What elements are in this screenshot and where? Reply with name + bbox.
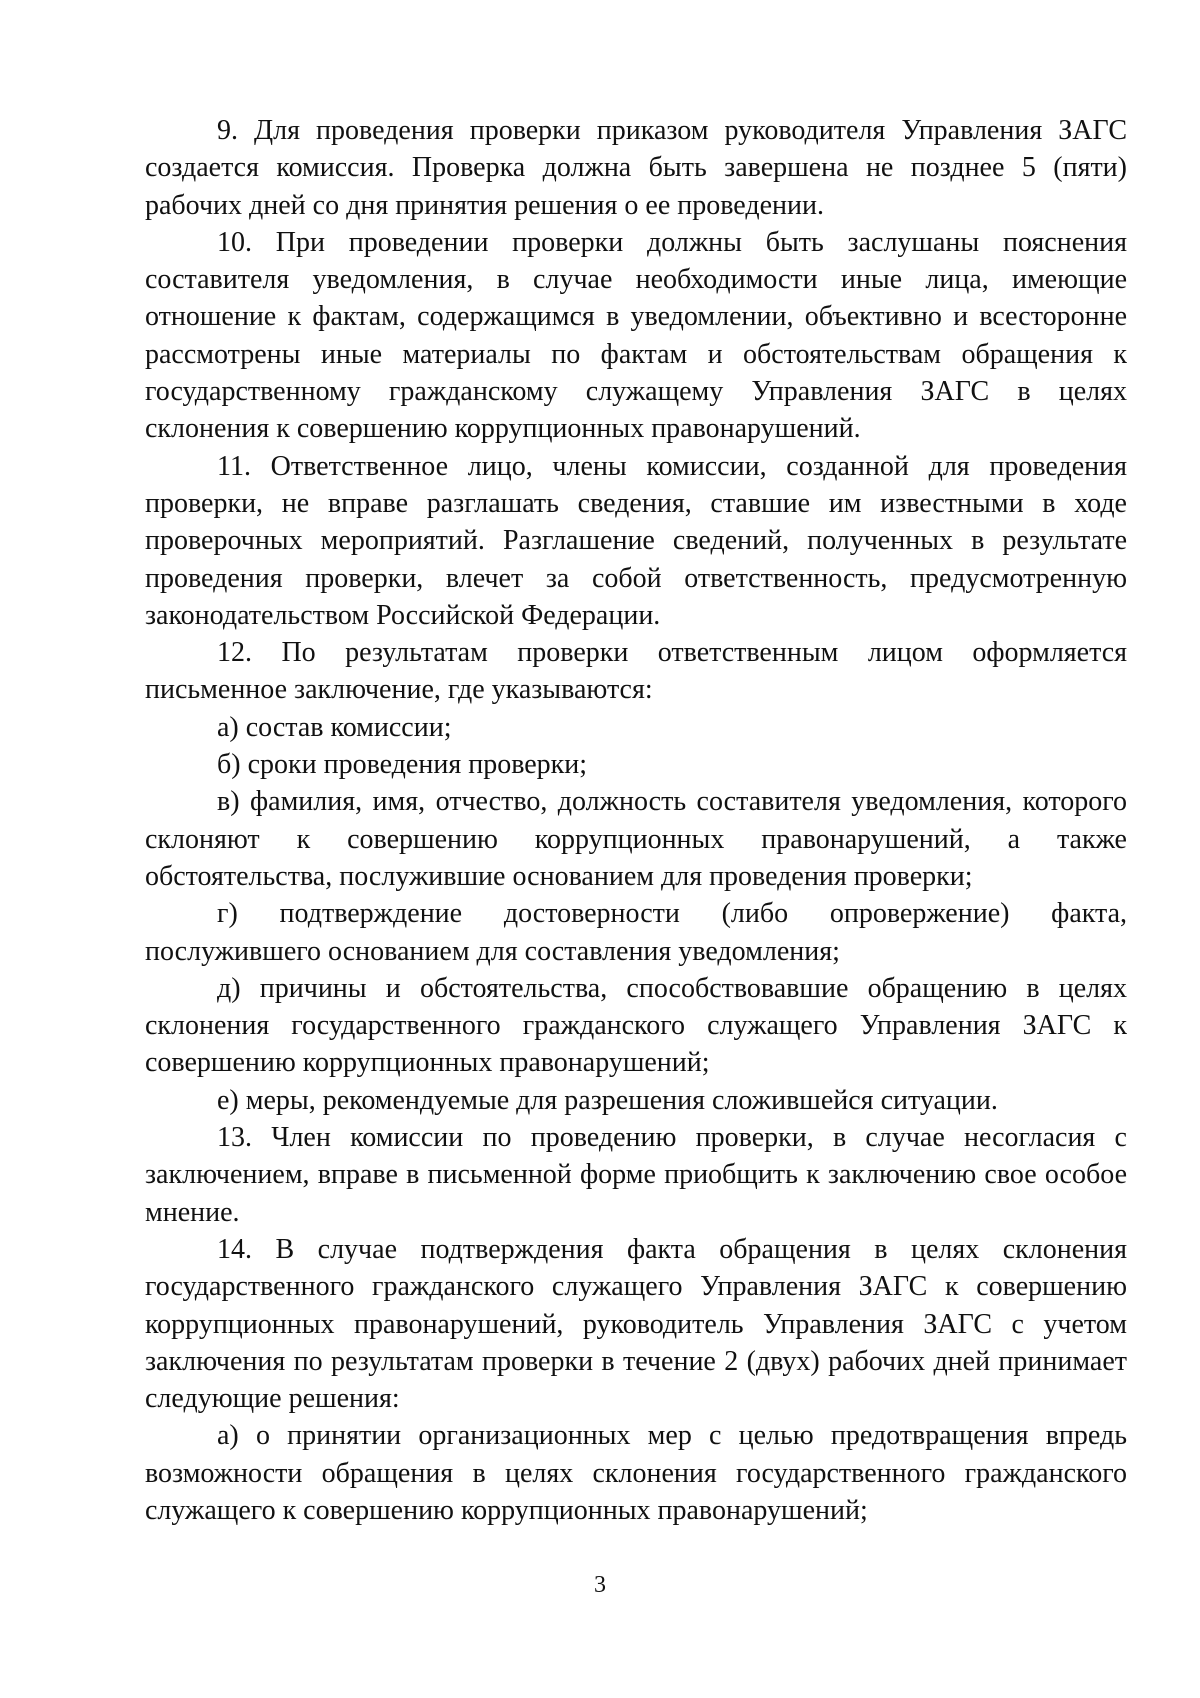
paragraph-14: 14. В случае подтверждения факта обращения в целях склонения государственного гражданского служащего Управления ЗАГС к совершению коррупционных правонарушений, руководитель Управления ЗАГС с учетом заключения по результатам проверки в течение 2 (двух) рабочих дней принимает следующие решения: [145,1233,1127,1415]
paragraph-11: 11. Ответственное лицо, члены комиссии, созданной для проведения проверки, не вправе разглашать сведения, ставшие им известными в ходе проверочных мероприятий. Разглашение сведений, полученных в результате проведения проверки, влечет за собой ответственность, предусмотренную законодательством Российской Федерации. [145,450,1127,631]
paragraph-13: 13. Член комиссии по проведению проверки, в случае несогласия с заключением, вправе в письменной форме приобщить к заключению свое особое мнение. [145,1122,1127,1228]
paragraph-12: 12. По результатам проверки ответственным лицом оформляется письменное заключение, где указываются: [145,637,1127,706]
page-number: 3 [594,1572,606,1598]
decision-item-a: а) о принятии организационных мер с целью предотвращения впредь возможности обращения в целях склонения государственного гражданского служащего к совершению коррупционных правонарушений; [145,1420,1127,1526]
list-item-a: а) состав комиссии; [217,711,452,743]
list-item-e: е) меры, рекомендуемые для разрешения сложившейся ситуации. [217,1084,998,1116]
document-body [145,112,1127,1529]
list-item-g: г) подтверждение достоверности (либо опровержение) факта, послужившего основанием для составления уведомления; [145,898,1127,967]
paragraph-9: 9. Для проведения проверки приказом руководителя Управления ЗАГС создается комиссия. Проверка должна быть завершена не позднее 5 (пяти) рабочих дней со дня принятия решения о ее проведении. [145,115,1127,221]
paragraph-10: 10. При проведении проверки должны быть заслушаны пояснения составителя уведомления, в случае необходимости иные лица, имеющие отношение к фактам, содержащимся в уведомлении, объективно и всесторонне рассмотрены иные материалы по фактам и обстоятельствам обращения к государственному гражданскому служащему Управления ЗАГС в целях склонения к совершению коррупционных правонарушений. [145,226,1127,445]
list-item-v: в) фамилия, имя, отчество, должность составителя уведомления, которого склоняют к совершению коррупционных правонарушений, а также обстоятельства, послужившие основанием для проведения проверки; [145,786,1127,892]
list-item-b: б) сроки проведения проверки; [217,749,588,781]
list-item-d: д) причины и обстоятельства, способствовавшие обращению в целях склонения государственного гражданского служащего Управления ЗАГС к совершению коррупционных правонарушений; [145,972,1127,1079]
